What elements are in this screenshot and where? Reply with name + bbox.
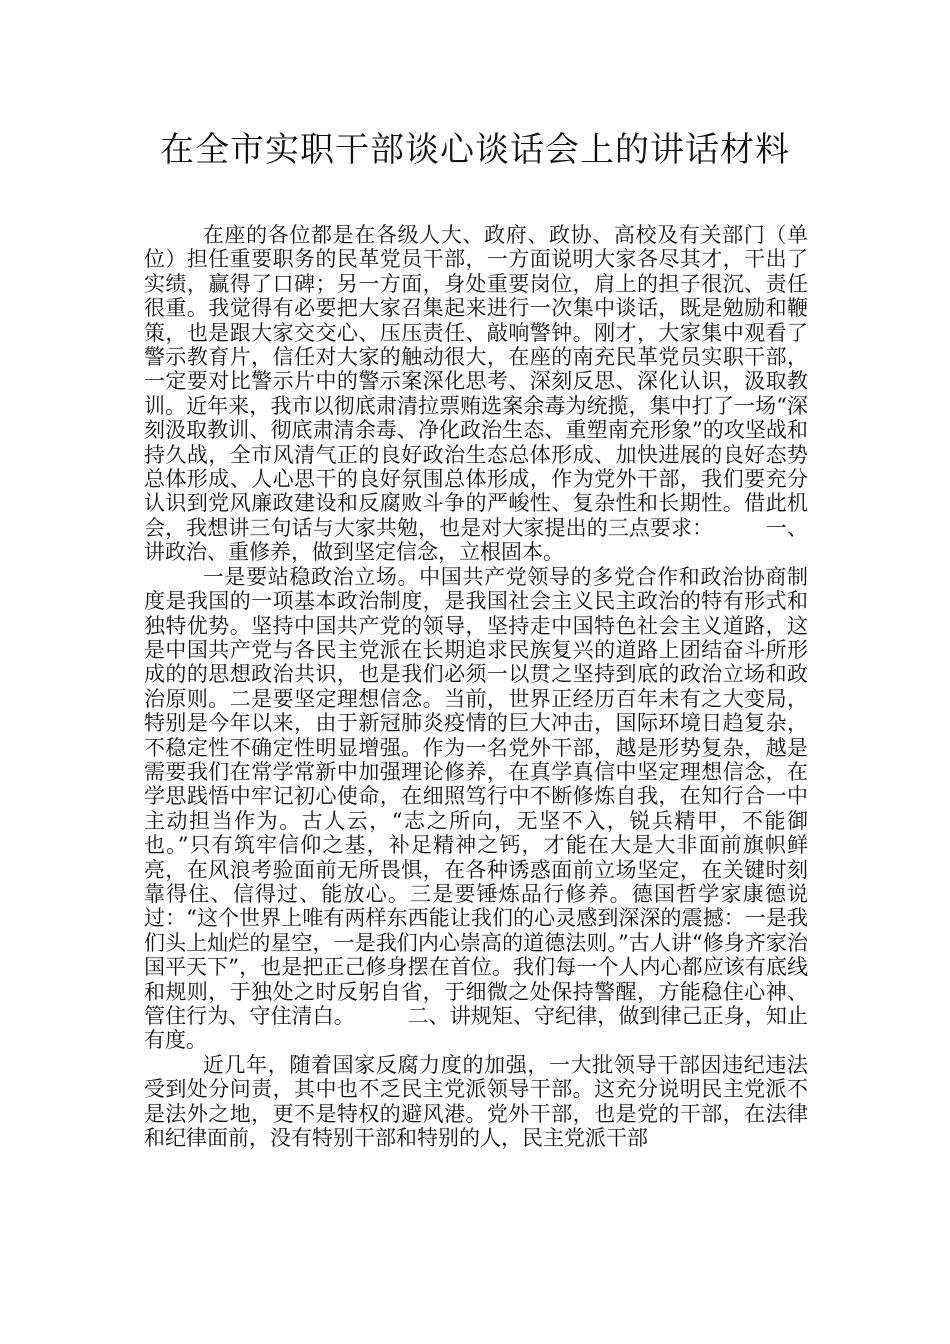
paragraph-3: 近几年，随着国家反腐力度的加强，一大批领导干部因违纪违法受到处分问责，其中也不乏民主党派领导干部。这充分说明民主党派不是法外之地，更不是特权的避风港。党外干部，也是党的干部，在法律和纪律面前，没有特别干部和特别的人，民主党派干部 [144, 1052, 808, 1151]
document-body [144, 223, 808, 1150]
document-title: 在全市实职干部谈心谈话会上的讲话材料 [160, 130, 790, 170]
paragraph-1: 在座的各位都是在各级人大、政府、政协、高校及有关部门（单位）担任重要职务的民革党员干部，一方面说明大家各尽其才，干出了实绩，赢得了口碑；另一方面，身处重要岗位，肩上的担子很沉、责任很重。我觉得有必要把大家召集起来进行一次集中谈话，既是勉励和鞭策，也是跟大家交交心、压压责任、敲响警钟。刚才，大家集中观看了警示教育片，信任对大家的触动很大，在座的南充民革党员实职干部，一定要对比警示片中的警示案深化思考、深刻反思、深化认识，汲取教训。近年来，我市以彻底肃清拉票贿选案余毒为统揽，集中打了一场“深刻汲取教训、彻底肃清余毒、净化政治生态、重塑南充形象”的攻坚战和持久战，全市风清气正的良好政治生态总体形成、加快进展的良好态势总体形成、人心思干的良好氛围总体形成，作为党外干部，我们要充分认识到党风廉政建设和反腐败斗争的严峻性、复杂性和长期性。借此机会，我想讲三句话与大家共勉，也是对大家提出的三点要求： 一、讲政治、重修养，做到坚定信念，立根固本。 [144, 223, 808, 565]
paragraph-2: 一是要站稳政治立场。中国共产党领导的多党合作和政治协商制度是我国的一项基本政治制度，是我国社会主义民主政治的特有形式和独特优势。坚持中国共产党的领导，坚持走中国特色社会主义道路，这是中国共产党与各民主党派在长期追求民族复兴的道路上团结奋斗所形成的的思想政治共识，也是我们必须一以贯之坚持到底的政治立场和政治原则。二是要坚定理想信念。当前，世界正经历百年未有之大变局，特别是今年以来，由于新冠肺炎疫情的巨大冲击，国际环境日趋复杂，不稳定性不确定性明显增强。作为一名党外干部，越是形势复杂，越是需要我们在常学常新中加强理论修养，在真学真信中坚定理想信念，在学思践悟中牢记初心使命，在细照笃行中不断修炼自我，在知行合一中主动担当作为。古人云，“志之所向，无坚不入，锐兵精甲，不能御也。”只有筑牢信仰之基，补足精神之钙，才能在大是大非面前旗帜鲜亮，在风浪考验面前无所畏惧，在各种诱惑面前立场坚定，在关键时刻靠得住、信得过、能放心。三是要锤炼品行修养。德国哲学家康德说过：“这个世界上唯有两样东西能让我们的心灵感到深深的震撼：一是我们头上灿烂的星空，一是我们内心崇高的道德法则。”古人讲“修身齐家治国平天下”，也是把正己修身摆在首位。我们每一个人内心都应该有底线和规则，于独处之时反躬自省，于细微之处保持警醒，方能稳住心神、管住行为、守住清白。 二、讲规矩、守纪律，做到律己正身，知止有度。 [144, 564, 808, 1053]
